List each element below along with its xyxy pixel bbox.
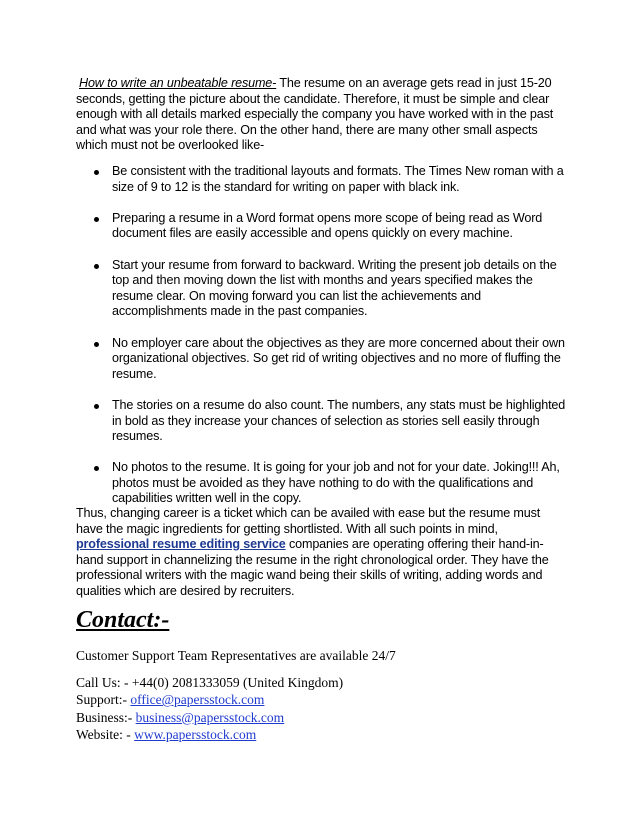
- list-item: Start your resume from forward to backward. Writing the present job details on the top and then moving down the list with months and years specified makes the resume clear. On moving forward you can list the achievements and accomplishments made in the past companies.: [76, 258, 566, 320]
- contact-support-line: [76, 691, 343, 708]
- closing-text-before: Thus, changing career is a ticket which can be availed with ease but the resume must have the magic ingredients for getting shortlisted. With all such points in mind,: [76, 506, 541, 536]
- intro-paragraph: [76, 76, 566, 154]
- phone-value: +44(0) 2081333059 (United Kingdom): [131, 675, 344, 690]
- business-label: Business:-: [76, 709, 136, 725]
- website-label: Website: -: [76, 726, 135, 742]
- list-item: No photos to the resume. It is going for your job and not for your date. Joking!!! Ah, photos must be avoided as they have nothing to do with the qualifications and capabilities written well in the copy.: [76, 460, 566, 507]
- support-email-link[interactable]: office@papersstock.com: [130, 692, 265, 708]
- intro-lead: How to write an unbeatable resume-: [79, 76, 277, 90]
- website-link[interactable]: www.papersstock.com: [134, 726, 257, 742]
- support-availability-note: Customer Support Team Representatives are available 24/7: [76, 648, 396, 663]
- tips-list: [76, 164, 566, 523]
- business-email-link[interactable]: business@papersstock.com: [135, 709, 285, 725]
- phone-label: Call Us: -: [76, 675, 132, 690]
- contact-phone-line: [76, 674, 343, 691]
- closing-paragraph: [76, 506, 566, 600]
- support-label: Support:-: [76, 692, 131, 708]
- list-item: Be consistent with the traditional layouts and formats. The Times New roman with a size of 9 to 12 is the standard for writing on paper with black ink.: [76, 164, 566, 195]
- contact-business-line: [76, 709, 343, 726]
- list-item: No employer care about the objectives as they are more concerned about their own organizational objectives. So get rid of writing objectives and no more of fluffing the resume.: [76, 336, 566, 383]
- closing-text-after: companies are operating offering their hand-in-hand support in channelizing the resume in the right chronological order. They have the professional writers with the magic wand being their skills of writing, adding words and qualities which are desired by recruiters.: [76, 537, 549, 598]
- contact-details: [76, 674, 343, 743]
- resume-editing-service-link[interactable]: professional resume editing service: [76, 537, 286, 552]
- intro-text: The resume on an average gets read in just 15-20 seconds, getting the picture about the candidate. Therefore, it must be simple and clear enough with all details marked especially the company you have worked with in the past and what was your role there. On the other hand, there are many other small aspects which must not be overlooked like-: [76, 76, 554, 153]
- list-item: The stories on a resume do also count. The numbers, any stats must be highlighted in bold as they increase your chances of selection as stories sell easily through resumes.: [76, 398, 566, 445]
- contact-website-line: [76, 726, 343, 743]
- contact-heading: Contact:-: [76, 607, 170, 633]
- list-item: Preparing a resume in a Word format opens more scope of being read as Word document files are easily accessible and opens quickly on every machine.: [76, 211, 566, 242]
